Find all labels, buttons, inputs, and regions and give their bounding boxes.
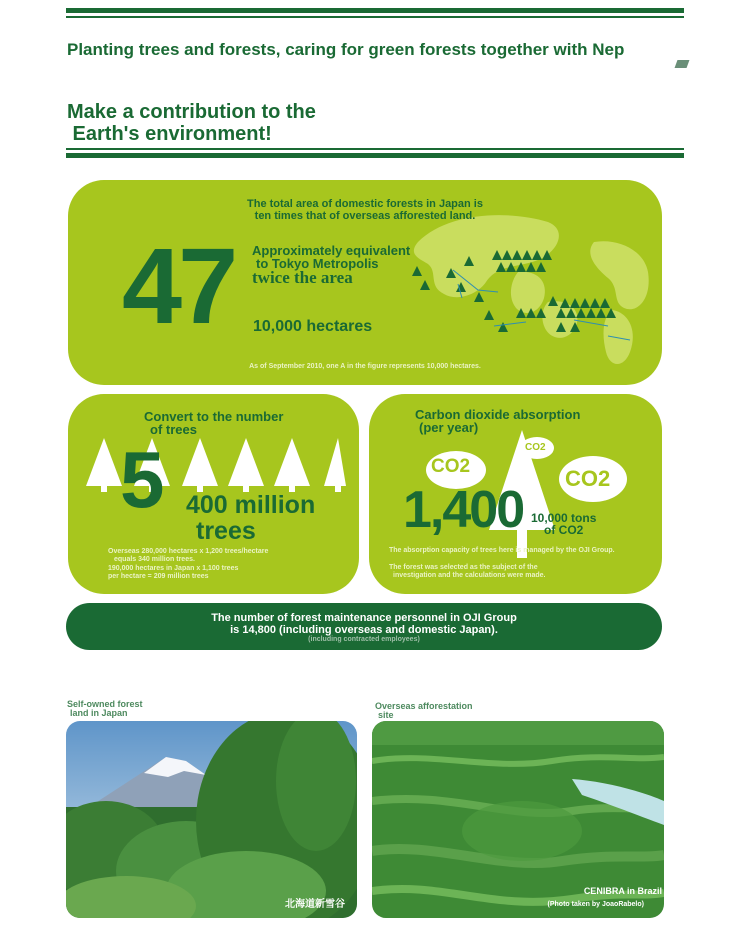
co2-title-line1: Carbon dioxide absorption: [415, 407, 581, 422]
personnel-line2: is 14,800 (including overseas and domestic Japan).: [230, 624, 498, 636]
trees-title-line2: of trees: [150, 422, 197, 437]
equiv-line2: to Tokyo Metropolis: [256, 256, 379, 271]
co2-note2-line2: investigation and the calculations were made.: [393, 572, 546, 579]
trees-value-line1: 400 million: [186, 491, 316, 519]
japan-forest-image: [66, 721, 357, 918]
area-footnote: As of September 2010, one A in the figure represents 10,000 hectares.: [249, 363, 481, 370]
personnel-line1: The number of forest maintenance personnel in OJI Group: [211, 612, 517, 624]
trees-panel: [68, 394, 359, 594]
tagline: Planting trees and forests, caring for green forests together with Nep: [67, 40, 625, 59]
japan-forest-photo: [66, 721, 357, 918]
page-title-line1: Make a contribution to the: [67, 101, 316, 123]
area-intro-line1: The total area of domestic forests in Japan is: [247, 198, 483, 210]
co2-cloud-small-label: CO2: [525, 442, 546, 453]
right-caption-line2: site: [378, 710, 394, 720]
left-caption-line1: Self-owned forest: [67, 699, 143, 709]
area-intro-line2: ten times that of overseas afforested land.: [254, 210, 476, 222]
area-equivalent: [252, 244, 410, 270]
equiv-line1: Approximately equivalent: [252, 243, 411, 258]
co2-value-line2: of CO2: [544, 523, 584, 537]
area-big-number: 47: [122, 225, 235, 346]
tree-markers: [398, 240, 658, 360]
co2-title-line2: (per year): [419, 420, 479, 435]
mid-rule-thin: [66, 148, 684, 150]
trees-title: [144, 410, 283, 436]
top-rule-thin: [66, 16, 684, 18]
trees-note1-line2: equals 340 million trees.: [114, 556, 195, 563]
page-title: [67, 101, 316, 145]
area-panel: [68, 180, 662, 385]
personnel-bar: [66, 603, 662, 650]
left-photo-caption: [67, 700, 143, 718]
trees-value: [186, 492, 315, 544]
co2-cloud-left-label: CO2: [431, 456, 471, 477]
co2-note1: The absorption capacity of trees here is managed by the OJI Group.: [389, 547, 615, 554]
co2-cloud-right-label: CO2: [565, 466, 611, 491]
trees-note1: [108, 548, 268, 564]
right-caption-line1: Overseas afforestation: [375, 701, 473, 711]
left-caption-line2: land in Japan: [70, 708, 128, 718]
trees-note1-line1: Overseas 280,000 hectares x 1,200 trees/hectare: [108, 548, 269, 555]
trees-note2-line2: per hectare = 209 million trees: [108, 573, 209, 580]
co2-note2: [389, 564, 546, 580]
leaf-mark: [675, 60, 690, 68]
co2-big-number: 1,400: [403, 481, 524, 539]
equiv-line3: twice the area: [252, 268, 353, 287]
trees-note2-line1: 190,000 hectares in Japan x 1,100 trees: [108, 565, 239, 572]
area-unit: 10,000 hectares: [253, 318, 373, 335]
trees-value-line2: trees: [196, 517, 256, 545]
brazil-forest-photo: [372, 721, 664, 918]
top-rule: [66, 8, 684, 13]
trees-title-line1: Convert to the number: [144, 409, 284, 424]
personnel-text: [66, 612, 662, 644]
left-photo-label: 北海道新雪谷: [285, 899, 345, 910]
co2-value-line1: 10,000 tons: [531, 511, 597, 525]
right-photo-caption: [375, 702, 473, 720]
co2-panel: [369, 394, 662, 594]
trees-big-number: 5: [120, 435, 165, 524]
page-title-line2: Earth's environment!: [67, 123, 272, 145]
right-photo-label: CENIBRA in Brazil: [583, 886, 662, 896]
area-intro: [68, 198, 662, 222]
co2-note2-line1: The forest was selected as the subject of the: [389, 564, 538, 571]
mid-rule: [66, 153, 684, 158]
personnel-line3: (including contracted employees): [308, 636, 420, 643]
trees-note2: [108, 565, 238, 581]
co2-value: [531, 512, 596, 536]
right-photo-credit: (Photo taken by JoaoRabelo): [547, 901, 644, 908]
